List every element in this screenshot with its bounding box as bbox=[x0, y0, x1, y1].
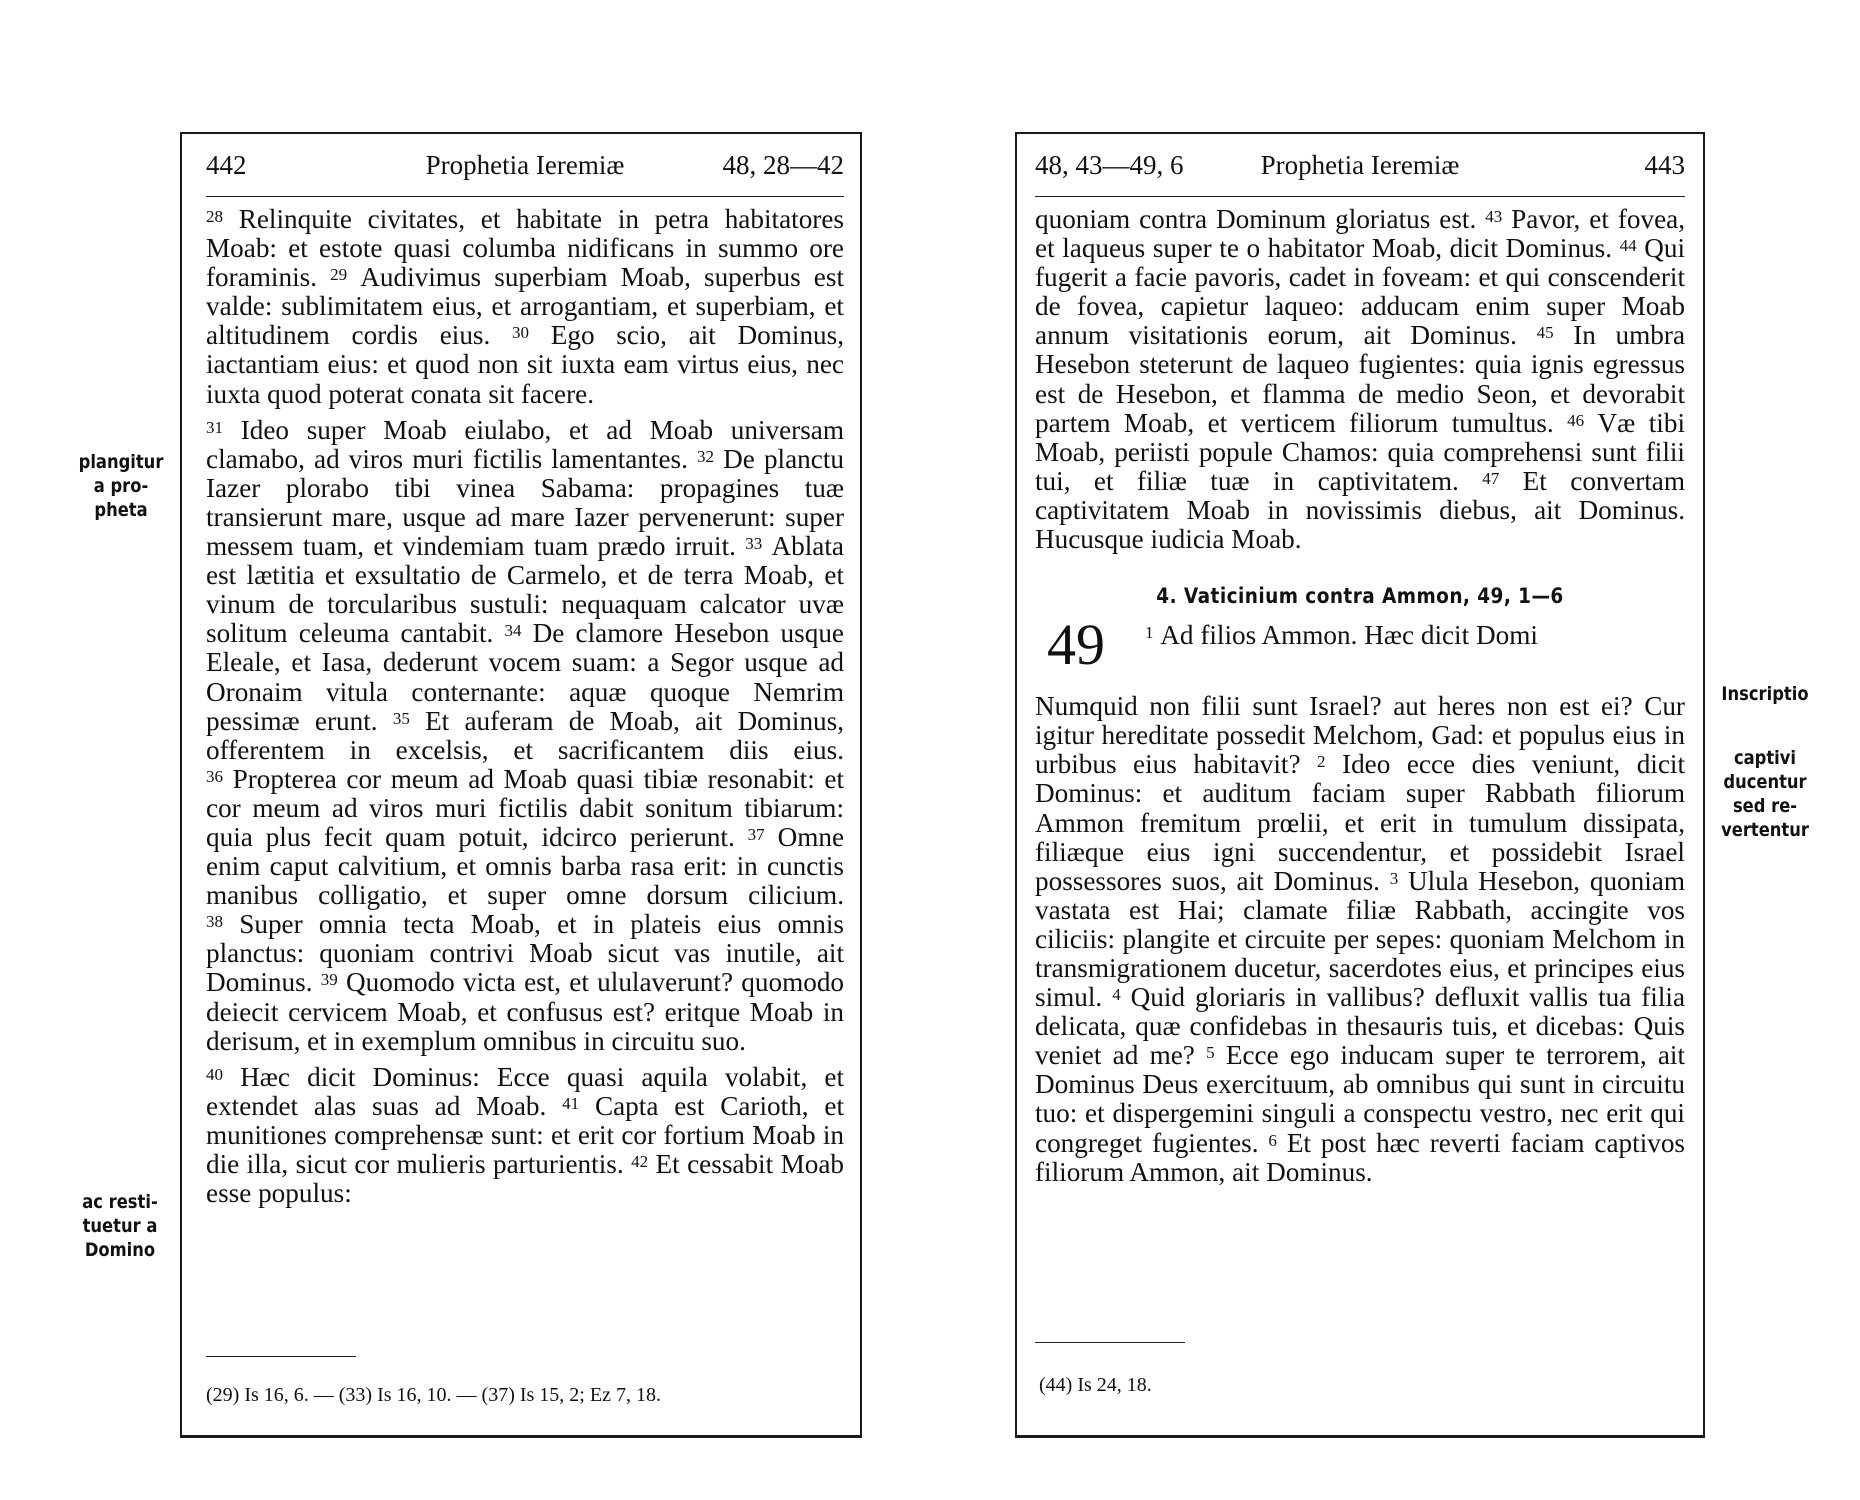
chapter-first-line bbox=[1145, 620, 1538, 650]
verse-number: 28 bbox=[206, 207, 223, 226]
right-page bbox=[1015, 132, 1705, 1438]
right-footnote-rule bbox=[1035, 1342, 1185, 1343]
verse-text: Ego scio, ait Dominus, iactantiam eius: et quod non sit iuxta eam virtus eius, nec iuxta quod poterat conata sit facere. bbox=[206, 320, 845, 409]
left-page-range: 48, 28—42 bbox=[722, 150, 844, 180]
verse-text: Et auferam de Moab, ait Dominus, offerentem in excelsis, et sacrificantem diis eius. bbox=[206, 705, 845, 765]
right-page-range: 48, 43—49, 6 bbox=[1035, 150, 1184, 180]
right-body-text-before bbox=[1035, 205, 1685, 554]
verse-text: Ulula Hesebon, quoniam vastata est Hai; clamate filiæ Rabbath, accingite vos ciliciis: plangite et circuite per sepes: quoniam Melchom in transmigrationem ducetur, sacerdotes eius, et principes eius simul. bbox=[1035, 865, 1685, 1013]
verse-number: 2 bbox=[1317, 752, 1326, 772]
chapter-number: 49 bbox=[1047, 612, 1105, 678]
left-body-text bbox=[206, 205, 844, 1208]
right-footnotes: (44) Is 24, 18. bbox=[1039, 1374, 1152, 1396]
paragraph bbox=[206, 416, 844, 1056]
section-heading: 4. Vaticinium contra Ammon, 49, 1—6 bbox=[1156, 584, 1564, 609]
verse-text: Pavor, et fovea, et laqueus super te o habitator Moab, dicit Dominus. bbox=[1035, 204, 1685, 264]
margin-note-line: vertentur bbox=[1721, 819, 1809, 841]
verse-number: 33 bbox=[745, 534, 763, 554]
margin-note-restituetur bbox=[68, 1190, 171, 1262]
verse-text: In umbra Hesebon steterunt de laqueo fugientes: quia ignis egressus est de Hesebon, et flamma de medio Seon, et devorabit partem Moab, et verticem filiorum tumultus. bbox=[1035, 320, 1686, 438]
left-page-number: 442 bbox=[206, 150, 247, 180]
verse-number: 37 bbox=[747, 824, 765, 844]
verse-number: 47 bbox=[1482, 468, 1500, 488]
margin-note-line: pheta bbox=[94, 499, 148, 521]
margin-note-line: Inscriptio bbox=[1721, 683, 1809, 705]
verse-text: Capta est Carioth, et munitiones comprehensæ sunt: et erit cor fortium Moab in die illa, sicut cor mulieris parturientis. bbox=[206, 1090, 845, 1179]
left-page bbox=[180, 132, 862, 1438]
margin-note-plangitur bbox=[65, 450, 177, 522]
verse-text: Hæc dicit Dominus: Ecce quasi aquila volabit, et extendet alas suas ad Moab. bbox=[206, 1061, 845, 1121]
verse-text: De clamore Hesebon usque Eleale, et Iasa, dederunt vocem suam: a Segor usque ad Oronaim vitula conternante: aquæ quoque Nemrim pessimæ erunt. bbox=[206, 618, 844, 736]
verse-number: 44 bbox=[1619, 236, 1637, 256]
verse-number: 4 bbox=[1112, 985, 1121, 1005]
verse-text: Ideo super Moab eiulabo, et ad Moab universam clamabo, ad viros muri fictilis lamentantes. bbox=[206, 414, 845, 474]
verse-text: Et post hæc reverti faciam captivos filiorum Ammon, ait Dominus. bbox=[1035, 1127, 1686, 1187]
verse-number: 35 bbox=[392, 708, 410, 728]
verse-text: Omne enim caput calvitium, et omnis barba rasa erit: in cunctis manibus colligatio, et super omne dorsum cilicium. bbox=[206, 821, 845, 911]
margin-note-line: plangitur bbox=[78, 451, 164, 473]
chapter-first-line-text: Ad filios Ammon. Hæc dicit Domi bbox=[1160, 620, 1538, 651]
verse-number: 32 bbox=[697, 446, 715, 466]
verse-text: Quid gloriaris in vallibus? defluxit vallis tua filia delicata, quæ confidebas in thesauris tuis, et dicebas: Quis veniet ad me? bbox=[1035, 982, 1686, 1071]
margin-note-line: captivi bbox=[1733, 747, 1797, 769]
verse-number: 6 bbox=[1268, 1130, 1277, 1150]
margin-note-line: a pro- bbox=[93, 475, 149, 497]
verse-text: Numquid non filii sunt Israel? aut heres non est ei? Cur igitur hereditate possedit Melchom, Gad: et populus eius in urbibus eius habitavit? bbox=[1035, 691, 1685, 780]
verse-text: Et cessabit Moab esse populus: bbox=[206, 1149, 845, 1209]
verse-number: 43 bbox=[1485, 207, 1503, 226]
verse-text: Audivimus superbiam Moab, superbus est valde: sublimitatem eius, et arrogantiam, et superbiam, et altitudinem cordis eius. bbox=[206, 262, 844, 351]
verse-number: 1 bbox=[1145, 623, 1154, 643]
margin-note-line: ac resti- bbox=[82, 1191, 158, 1213]
margin-note-line: sed re- bbox=[1732, 795, 1798, 817]
right-running-head bbox=[1035, 134, 1685, 197]
verse-text: De planctu Iazer plorabo tibi vinea Sabama: propagines tuæ transierunt mare, usque ad mare Iazer pervenerunt: super messem tuam, et vindemiam tuam prædo irruit. bbox=[206, 443, 844, 562]
verse-number: 5 bbox=[1206, 1043, 1215, 1063]
left-running-head bbox=[206, 134, 844, 197]
verse-text: Væ tibi Moab, periisti popule Chamos: quia comprehensi sunt filii tui, et filiæ tuæ in captivitatem. bbox=[1035, 407, 1686, 496]
right-page-number: 443 bbox=[1644, 150, 1685, 180]
left-footnotes: (29) Is 16, 6. — (33) Is 16, 10. — (37) Is 15, 2; Ez 7, 18. bbox=[206, 1384, 661, 1406]
verse-text: Quomodo victa est, et ululaverunt? quomodo deiecit cervicem Moab, et confusus est? eritque Moab in derisum, et in exemplum omnibus in circuitu suo. bbox=[206, 967, 845, 1056]
left-footnote-rule bbox=[206, 1356, 356, 1357]
left-page-title: Prophetia Ieremiæ bbox=[425, 150, 625, 180]
paragraph bbox=[206, 1063, 844, 1208]
verse-number: 31 bbox=[206, 417, 223, 437]
margin-note-captivi bbox=[1709, 746, 1821, 842]
verse-number: 30 bbox=[512, 323, 530, 343]
paragraph bbox=[1035, 692, 1685, 1187]
verse-number: 3 bbox=[1389, 868, 1399, 888]
verse-text: Ideo ecce dies veniunt, dicit Dominus: et auditum faciam super Rabbath filiorum Ammon fremitum prœlii, et erit in tumulum dissipata, filiæque eius igni succendentur, et possidebit Israel possessores suos, ait Dominus. bbox=[1035, 749, 1686, 896]
verse-text: Relinquite civitates, et habitate in petra habitatores Moab: et estote quasi columba nidificans in summo ore foraminis. bbox=[206, 204, 844, 293]
verse-number: 46 bbox=[1567, 410, 1585, 430]
verse-text: Ecce ego inducam super te terrorem, ait Dominus Deus exercituum, ab omnibus qui sunt in circuitu tuo: et dispergemini singuli a conspectu vestro, nec erit qui congreget fugientes. bbox=[1035, 1040, 1686, 1158]
margin-note-line: tuetur a bbox=[82, 1215, 158, 1237]
verse-number: 38 bbox=[206, 912, 223, 932]
margin-note-inscriptio bbox=[1709, 682, 1821, 706]
verse-number: 41 bbox=[562, 1093, 580, 1113]
paragraph bbox=[1035, 205, 1685, 554]
chapter-opening bbox=[1035, 612, 1685, 684]
verse-number: 36 bbox=[206, 766, 223, 786]
paragraph bbox=[206, 205, 844, 409]
verse-text: Ablata est lætitia et exsultatio de Carmelo, et de terra Moab, et vinum de torcularibus sustuli: nequaquam calcator uvæ solitum celeuma cantabit. bbox=[206, 531, 844, 649]
margin-note-line: ducentur bbox=[1723, 771, 1807, 793]
verse-number: 42 bbox=[631, 1152, 649, 1171]
verse-text: Super omnia tecta Moab, et in plateis eius omnis planctus: quoniam contrivi Moab sicut vas inutile, ait Dominus. bbox=[206, 909, 844, 998]
verse-text: quoniam contra Dominum gloriatus est. bbox=[1035, 204, 1477, 234]
verse-number: 45 bbox=[1536, 323, 1554, 343]
verse-number: 40 bbox=[206, 1064, 223, 1084]
verse-number: 29 bbox=[330, 265, 348, 285]
verse-text: Et convertam captivitatem Moab in novissimis diebus, ait Dominus. Hucusque iudicia Moab. bbox=[1035, 465, 1686, 555]
verse-number: 39 bbox=[320, 970, 338, 990]
verse-number: 34 bbox=[504, 621, 522, 641]
right-body-text-after bbox=[1035, 692, 1685, 1187]
verse-text: Qui fugerit a facie pavoris, cadet in foveam: et qui conscenderit de fovea, capietur laqueo: adducam enim super Moab annum visitationis eorum, ait Dominus. bbox=[1035, 233, 1685, 351]
verse-text: Propterea cor meum ad Moab quasi tibiæ resonabit: et cor meum ad viros muri fictilis dabit sonitum tibiarum: quia plus fecit quam potuit, idcirco perierunt. bbox=[206, 763, 844, 852]
margin-note-line: Domino bbox=[84, 1239, 156, 1261]
right-page-title: Prophetia Ieremiæ bbox=[1260, 150, 1460, 180]
